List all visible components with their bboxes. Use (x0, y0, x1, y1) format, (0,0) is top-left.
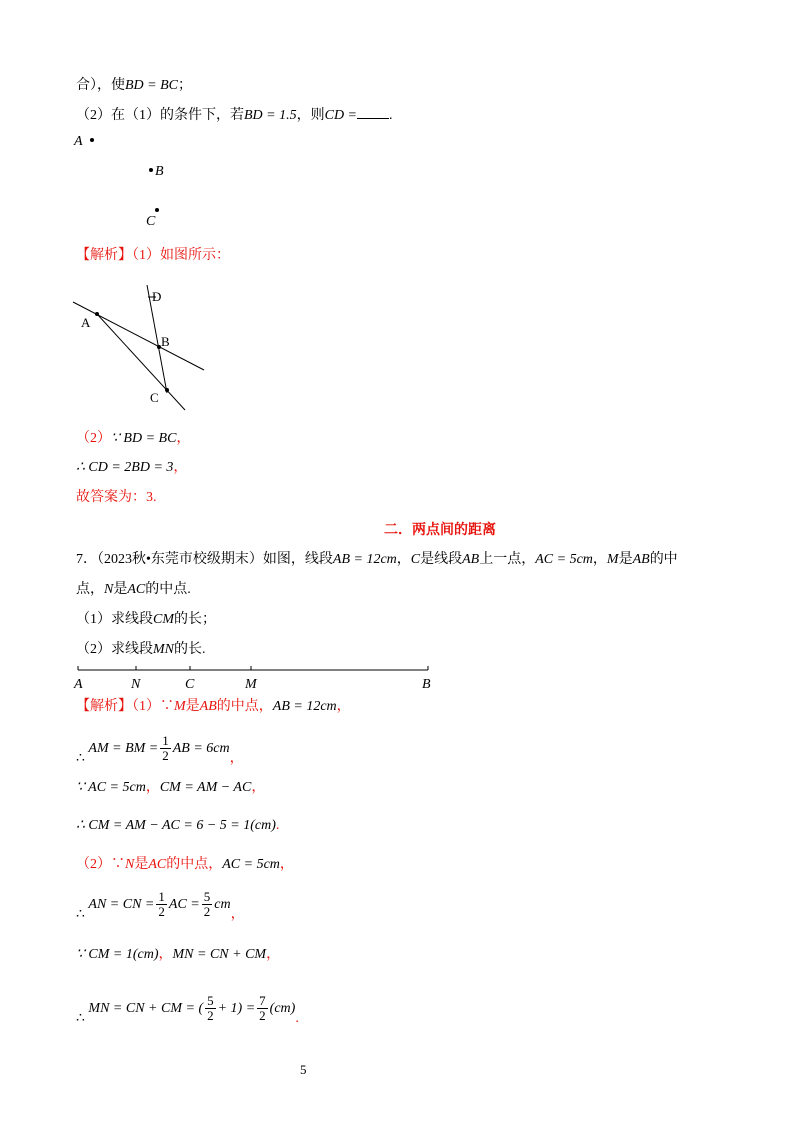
q6-eq-bd-bc: BD = BC (125, 78, 178, 93)
sol7-line2: ∴ AM = BM = $\frac{1}{2}$ AB = 6cm， (76, 733, 244, 766)
sol7-line7: ∵ CM = 1(cm)，MN = CN + CM， (76, 947, 281, 962)
fig-point-c (165, 388, 169, 392)
sol7-line5: （2）∵N是AC的中点，AC = 5cm， (76, 857, 294, 872)
q6-label-b: B (155, 164, 164, 179)
sol6-construction-figure (70, 285, 220, 415)
q6-line1: 合），使BD = BC； (76, 78, 192, 93)
seg-label-a: A (74, 677, 83, 692)
sol7-line8: ∴ MN = CN + CM = ( $\frac{5}{2}$ + 1) = $\frac{7}{2}$ (cm). (76, 993, 299, 1026)
q6-eq-bd: BD = 1.5 (244, 108, 297, 123)
fig-label-d: D (152, 289, 162, 304)
seg-label-n: N (131, 677, 141, 692)
q7-line3: （1）求线段CM的长； (76, 612, 216, 627)
q6-point-a (90, 138, 94, 142)
answer-blank (357, 106, 389, 119)
q6-point-c (155, 208, 159, 212)
fig-label-a: A (81, 315, 91, 330)
fig-label-c: C (150, 390, 159, 405)
seg-label-b: B (422, 677, 431, 692)
sol7-line3: ∵ AC = 5cm，CM = AM − AC， (76, 780, 266, 795)
fig-point-a (95, 312, 99, 316)
q6-line2: （2）在（1）的条件下，若BD = 1.5，则CD = . (76, 108, 393, 123)
q6-points-figure (70, 128, 270, 238)
sol7-line1: 【解析】（1）∵M是AB的中点，AB = 12cm， (76, 699, 351, 714)
q7-line1: 7．（2023秋•东莞市校级期末）如图，线段AB = 12cm，C是线段AB上一点，AC = 5cm，M是AB的中 (76, 552, 678, 567)
q6-label-a: A (74, 134, 83, 149)
sol6-line2: （2）∵ BD = BC， (76, 431, 191, 446)
q7-line2: 点，N是AC的中点. (76, 582, 191, 597)
eq-cd-result: ∴ CD = 2BD = 3 (76, 460, 174, 475)
eq-bd-eq-bc: ∵ BD = BC (111, 431, 177, 446)
fig-label-b: B (161, 334, 170, 349)
page-number: 5 (300, 1062, 307, 1077)
sol6-line3: ∴ CD = 2BD = 3， (76, 460, 188, 475)
seg-label-c: C (185, 677, 195, 692)
q6-eq-cd: CD = (324, 108, 358, 123)
sol7-line4: ∴ CM = AM − AC = 6 − 5 = 1(cm). (76, 818, 280, 833)
solution-tag: 【解析】 (76, 699, 132, 714)
seg-label-m: M (245, 677, 257, 692)
line-ac (97, 314, 185, 410)
section-heading: 二．两点间的距离 (384, 522, 496, 538)
sol7-line6: ∴ AN = CN = $\frac{1}{2}$ AC = $\frac{5}{2}$ cm， (76, 889, 245, 922)
sol6-line1: 【解析】（1）如图所示： (76, 248, 230, 263)
fraction-half: $\frac{1}{2}$ (162, 733, 169, 764)
sol6-answer: 故答案为：3. (76, 490, 157, 505)
q7-line4: （2）求线段MN的长. (76, 642, 206, 657)
q6-point-b (149, 168, 153, 172)
q7-segment-figure (70, 664, 440, 696)
q6-label-c: C (146, 214, 156, 229)
solution-tag: 【解析】 (76, 248, 132, 263)
